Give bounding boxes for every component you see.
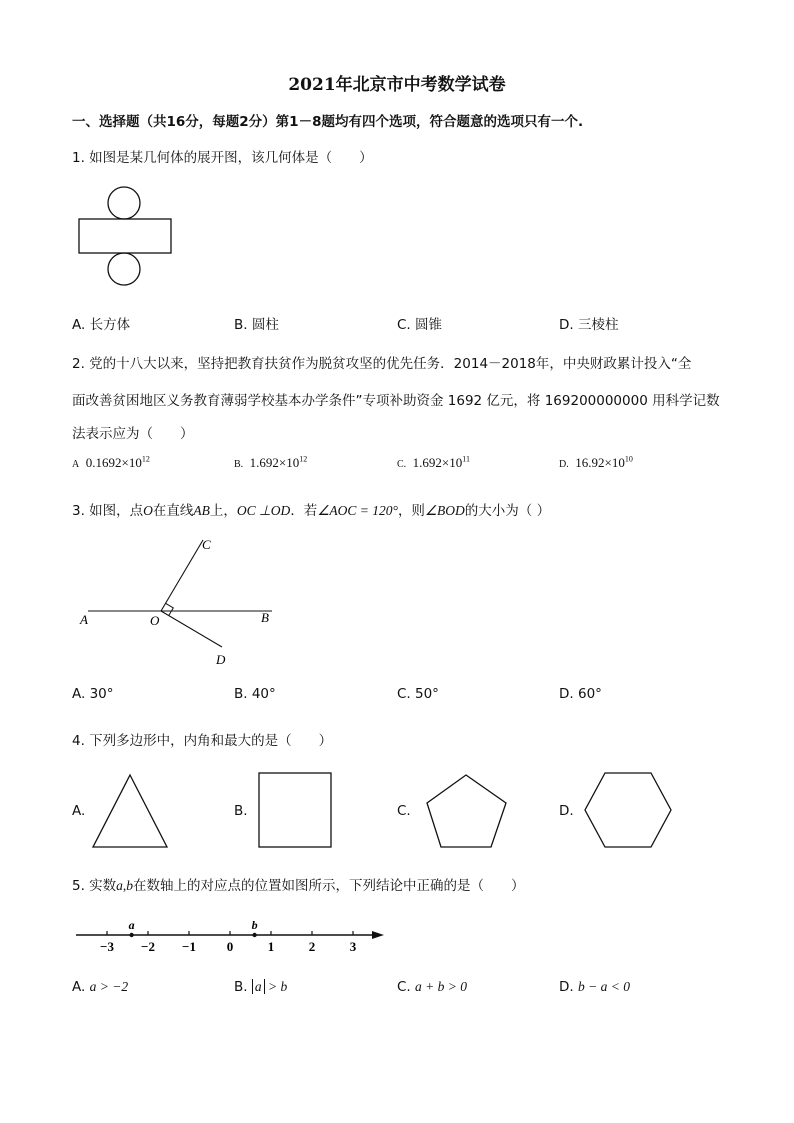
q5-option-d-letter: D. (559, 979, 574, 995)
q5-option-c[interactable] (397, 979, 467, 995)
q5-tick-label-3: 0 (226, 939, 234, 954)
q1-option-c[interactable]: C. 圆锥 (397, 317, 443, 333)
q3-stem-9: ∠BOD (424, 503, 465, 518)
q2-option-c[interactable] (397, 455, 470, 471)
q5-stem-1: a (116, 878, 123, 893)
q2-option-c-letter: C. (397, 459, 407, 470)
q3-right-angle-mark (166, 603, 174, 615)
q2-option-c-exp: 11 (462, 454, 470, 464)
q2-option-b-mantissa: 1.692×10 (249, 455, 300, 470)
q5-point-label-a: a (128, 918, 135, 932)
q5-option-b-rest: > b (264, 979, 288, 994)
page-title: 2021年北京市中考数学试卷 (288, 75, 506, 95)
question-2-line-1: 2. 党的十八大以来，坚持把教育扶贫作为脱贫攻坚的优先任务．2014－2018年，中央财政累计投入“全 (72, 356, 692, 372)
q3-stem-2: 在直线 (152, 503, 194, 519)
q3-option-b[interactable]: B. 40° (234, 686, 276, 702)
q5-stem-3: b (126, 878, 134, 893)
q2-option-a[interactable] (72, 455, 150, 471)
q2-option-d-exp: 10 (624, 454, 633, 464)
q1-top-circle (108, 187, 140, 219)
q3-label-c: C (202, 537, 211, 552)
q5-point-a (129, 933, 133, 937)
q3-label-b: B (261, 610, 269, 625)
q4-option-c[interactable]: C. (397, 803, 411, 819)
q4-square (256, 770, 336, 850)
q5-option-a-expr: a > −2 (89, 979, 129, 994)
q2-option-b[interactable] (234, 455, 307, 471)
q2-option-b-exp: 12 (299, 454, 308, 464)
question-4-stem: 4. 下列多边形中，内角和最大的是（ ） (72, 733, 333, 749)
q3-stem-4: 上， (209, 503, 237, 519)
q3-ray-od (161, 611, 222, 647)
question-2-line-3: 法表示应为（ ） (72, 426, 194, 442)
question-1-stem: 1. 如图是某几何体的展开图，该几何体是（ ） (72, 150, 373, 166)
q1-option-d[interactable]: D. 三棱柱 (559, 317, 619, 333)
section-heading: 一、选择题（共16分，每题2分）第1－8题均有四个选项，符合题意的选项只有一个. (72, 114, 584, 130)
q3-option-a[interactable]: A. 30° (72, 686, 114, 702)
q4-pentagon (424, 770, 514, 850)
q5-option-c-letter: C. (397, 979, 411, 995)
q3-stem-8: ，则 (397, 503, 425, 519)
q5-stem-0: 5. 实数 (72, 878, 117, 894)
q1-rectangle (79, 219, 171, 253)
q3-label-o: O (150, 613, 160, 628)
question-3-stem (72, 499, 550, 519)
q5-tick-label-6: 3 (349, 939, 357, 954)
q5-stem-4: 在数轴上的对应点的位置如图所示，下列结论中正确的是（ ） (133, 878, 525, 894)
q3-angle-figure (70, 530, 290, 675)
q4-hexagon (582, 770, 676, 850)
q5-option-c-expr: a + b > 0 (415, 979, 467, 994)
q5-tick-label-4: 1 (267, 939, 275, 954)
q5-number-line (70, 910, 400, 960)
q3-stem-3: AB (193, 503, 210, 518)
q5-tick-label-1: −2 (141, 939, 155, 954)
q3-label-a: A (80, 612, 88, 627)
q5-point-label-b: b (251, 918, 258, 932)
q4-option-b[interactable]: B. (234, 803, 248, 819)
q3-stem-5: OC ⊥OD (236, 503, 291, 518)
q5-option-d-expr: b − a < 0 (577, 979, 630, 994)
q4-triangle (90, 770, 180, 850)
q3-stem-6: ．若 (290, 503, 318, 519)
q5-tick-label-2: −1 (182, 939, 196, 954)
question-5-stem (72, 874, 525, 894)
q2-option-b-letter: B. (234, 459, 244, 470)
q3-option-c[interactable]: C. 50° (397, 686, 439, 702)
q5-axis-arrow (372, 931, 384, 939)
q1-option-a[interactable]: A. 长方体 (72, 317, 131, 333)
q4-option-d[interactable]: D. (559, 803, 574, 819)
q5-tick-label-5: 2 (308, 939, 316, 954)
q1-bottom-circle (108, 253, 140, 285)
q2-option-a-mantissa: 0.1692×10 (85, 455, 142, 470)
q1-net-figure (76, 186, 176, 286)
q5-option-a[interactable] (72, 979, 128, 995)
q5-point-b (252, 933, 256, 937)
q5-stem-2: , (122, 878, 127, 893)
q5-option-b-abs-a: a (254, 979, 262, 994)
q3-stem-10: 的大小为（ ） (464, 503, 551, 519)
q3-stem-7: ∠AOC = 120° (317, 503, 398, 518)
q1-option-b[interactable]: B. 圆柱 (234, 317, 279, 333)
q2-option-d[interactable] (559, 455, 633, 471)
q4-option-a[interactable]: A. (72, 803, 86, 819)
q3-stem-0: 3. 如图，点 (72, 503, 144, 519)
q3-ray-oc (161, 540, 203, 611)
q3-option-d[interactable]: D. 60° (559, 686, 602, 702)
q2-option-a-letter: A (72, 459, 80, 470)
q3-label-d: D (216, 652, 226, 667)
q2-option-d-letter: D. (559, 459, 569, 470)
q5-option-d[interactable] (559, 979, 630, 995)
q5-option-a-letter: A. (72, 979, 86, 995)
q2-option-a-exp: 12 (141, 454, 150, 464)
q2-option-c-mantissa: 1.692×10 (412, 455, 463, 470)
question-2-line-2: 面改善贫困地区义务教育薄弱学校基本办学条件”专项补助资金 1692 亿元，将 169200000000 用科学记数 (72, 393, 720, 409)
q5-option-b-letter: B. (234, 979, 248, 995)
q2-option-d-mantissa: 16.92×10 (575, 455, 625, 470)
q5-tick-label-0: −3 (100, 939, 114, 954)
q3-stem-1: O (143, 503, 153, 518)
q5-option-b[interactable] (234, 979, 287, 995)
